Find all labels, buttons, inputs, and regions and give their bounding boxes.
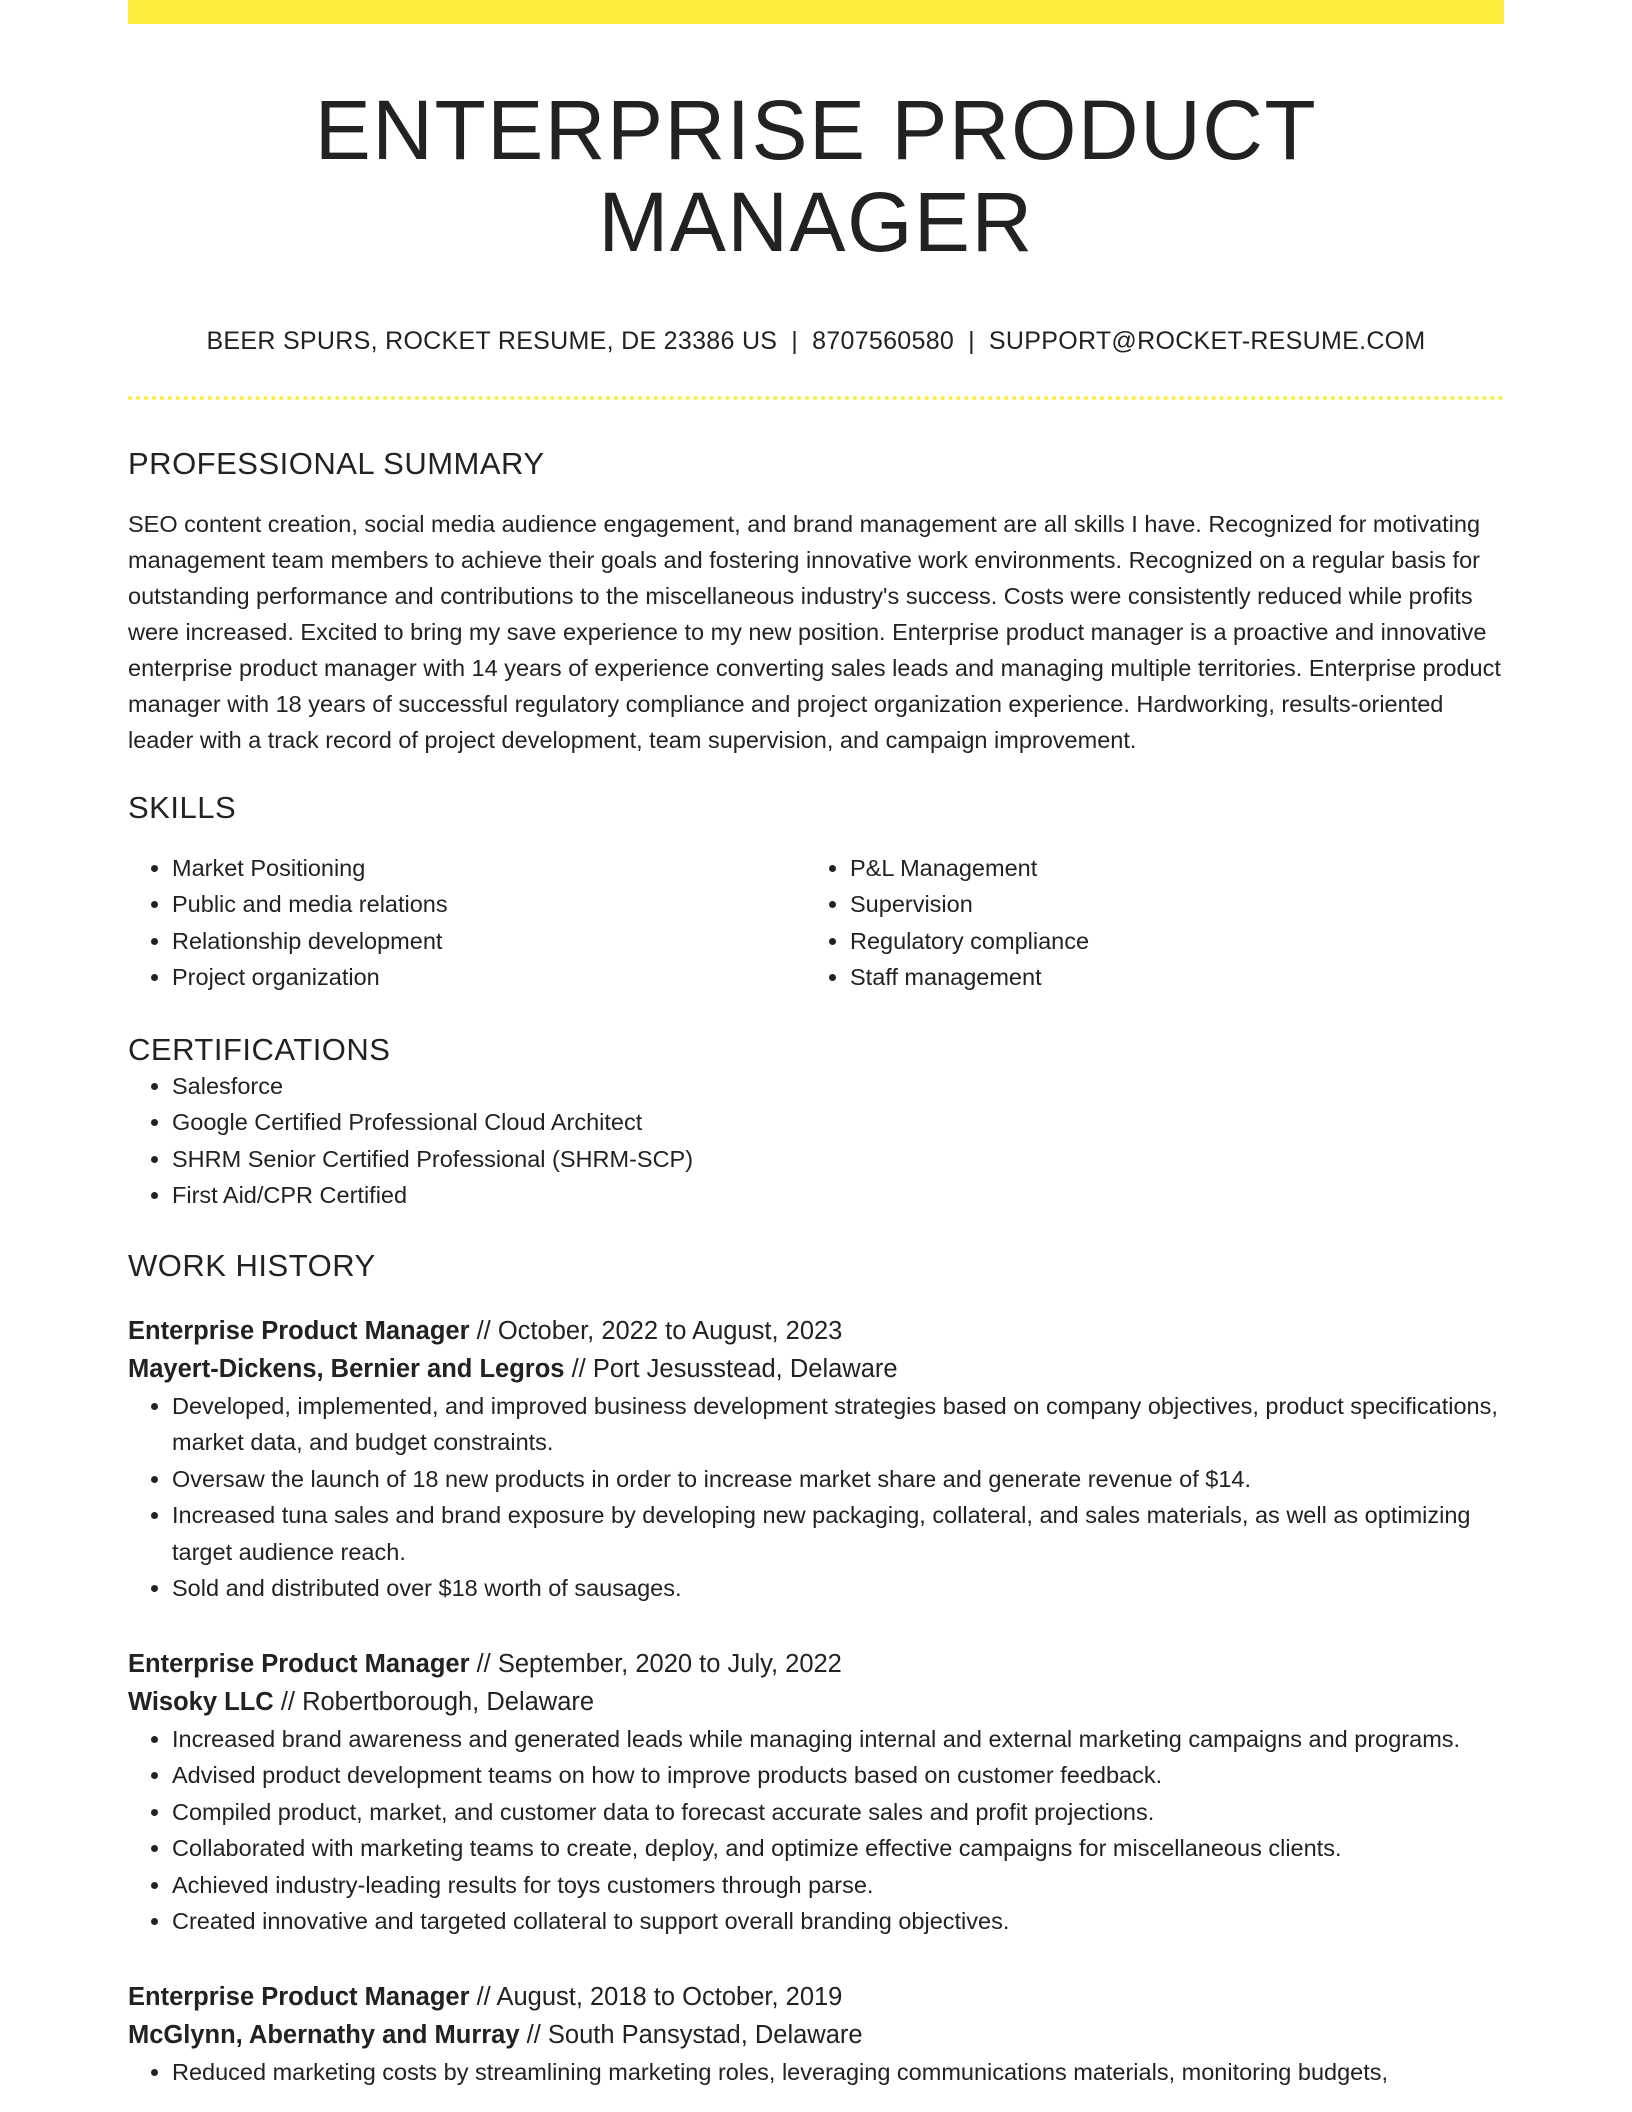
job-company: Mayert-Dickens, Bernier and Legros [128, 1354, 565, 1383]
skill-item: • Regulatory compliance [850, 923, 1484, 960]
skills-left-list [128, 850, 806, 996]
skill-item: • Public and media relations [172, 886, 806, 923]
summary-text: SEO content creation, social media audience engagement, and brand management are all skills I have. Recognized for motivating management team members to achieve their goals and fostering innovative work environments. Recognized on a regular basis for outstanding performance and contributions to the miscellaneous industry's success. Costs were consistently reduced while profits were increased. Excited to bring my save experience to my new position. Enterprise product manager is a proactive and innovative enterprise product manager with 14 years of experience converting sales leads and managing multiple territories. Enterprise product manager with 18 years of successful regulatory compliance and project organization experience. Hardworking, results-oriented leader with a track record of project development, team supervision, and campaign improvement. [128, 510, 1501, 753]
work-history-heading: WORK HISTORY [128, 1247, 376, 1283]
job-bullet: • Compiled product, market, and customer data to forecast accurate sales and profit projections. [172, 1794, 1504, 1831]
skill-item: • Staff management [850, 959, 1484, 996]
certifications-heading: CERTIFICATIONS [128, 1031, 391, 1067]
job-bullet-list [128, 1388, 1504, 1607]
contact-separator: | [791, 326, 799, 355]
job-title: Enterprise Product Manager [128, 1316, 470, 1345]
contact-line [128, 327, 1504, 356]
job-company: Wisoky LLC [128, 1687, 274, 1716]
certifications-list [128, 1068, 1504, 1214]
job-bullet: • Collaborated with marketing teams to create, deploy, and optimize effective campaigns for miscellaneous clients. [172, 1830, 1504, 1867]
job-entry [128, 1312, 1504, 1607]
job-title-line [128, 1312, 1504, 1350]
skills-grid [128, 850, 1504, 996]
job-bullet: • Reduced marketing costs by streamlining marketing roles, leveraging communications materials, monitoring budgets, [172, 2054, 1504, 2091]
job-bullet: • Sold and distributed over $18 worth of sausages. [172, 1570, 1504, 1607]
accent-top-bar [128, 0, 1504, 24]
job-bullet: • Advised product development teams on how to improve products based on customer feedback. [172, 1757, 1504, 1794]
summary-heading: PROFESSIONAL SUMMARY [128, 445, 545, 481]
skills-right-list [806, 850, 1484, 996]
job-company-line [128, 1683, 1504, 1721]
job-bullet: • Increased tuna sales and brand exposure by developing new packaging, collateral, and sales materials, as well as optimizing target audience reach. [172, 1497, 1504, 1570]
job-bullet-list [128, 2054, 1504, 2091]
certification-item: • SHRM Senior Certified Professional (SHRM-SCP) [172, 1141, 1504, 1178]
certification-item: • Salesforce [172, 1068, 1504, 1105]
job-location: // Robertborough, Delaware [280, 1687, 595, 1716]
contact-email: SUPPORT@ROCKET-RESUME.COM [988, 326, 1426, 355]
job-bullet: • Achieved industry-leading results for toys customers through parse. [172, 1867, 1504, 1904]
contact-address: BEER SPURS, ROCKET RESUME, DE 23386 US [206, 326, 778, 355]
skills-heading: SKILLS [128, 789, 237, 825]
certification-item: • Google Certified Professional Cloud Architect [172, 1104, 1504, 1141]
job-dates: // September, 2020 to July, 2022 [476, 1649, 842, 1678]
job-title-line [128, 1645, 1504, 1683]
job-dates: // October, 2022 to August, 2023 [476, 1316, 843, 1345]
skill-item: • P&L Management [850, 850, 1484, 887]
skill-item: • Supervision [850, 886, 1484, 923]
job-company-line [128, 1350, 1504, 1388]
job-bullet: • Created innovative and targeted collateral to support overall branding objectives. [172, 1903, 1504, 1940]
skill-item: • Market Positioning [172, 850, 806, 887]
job-company-line [128, 2016, 1504, 2054]
job-location: // South Pansystad, Delaware [526, 2020, 863, 2049]
job-title: Enterprise Product Manager [128, 1982, 470, 2011]
job-entry [128, 1645, 1504, 1940]
job-entry [128, 1978, 1504, 2091]
job-title-line [128, 1978, 1504, 2016]
job-bullet: • Increased brand awareness and generated leads while managing internal and external marketing campaigns and programs. [172, 1721, 1504, 1758]
resume-page [128, 0, 1504, 2090]
resume-name-title: ENTERPRISE PRODUCT MANAGER [314, 83, 1318, 270]
contact-separator: | [968, 326, 975, 355]
skill-item: • Relationship development [172, 923, 806, 960]
job-bullet-list [128, 1721, 1504, 1940]
job-company: McGlynn, Abernathy and Murray [128, 2020, 520, 2049]
job-title: Enterprise Product Manager [128, 1649, 470, 1678]
job-dates: // August, 2018 to October, 2019 [476, 1982, 843, 2011]
contact-phone: 8707560580 [812, 326, 955, 355]
job-bullet: • Oversaw the launch of 18 new products in order to increase market share and generate revenue of $14. [172, 1461, 1504, 1498]
dotted-divider [128, 396, 1504, 400]
job-location: // Port Jesusstead, Delaware [571, 1354, 898, 1383]
certification-item: • First Aid/CPR Certified [172, 1177, 1504, 1214]
job-bullet: • Developed, implemented, and improved business development strategies based on company objectives, product specifications, market data, and budget constraints. [172, 1388, 1504, 1461]
skill-item: • Project organization [172, 959, 806, 996]
